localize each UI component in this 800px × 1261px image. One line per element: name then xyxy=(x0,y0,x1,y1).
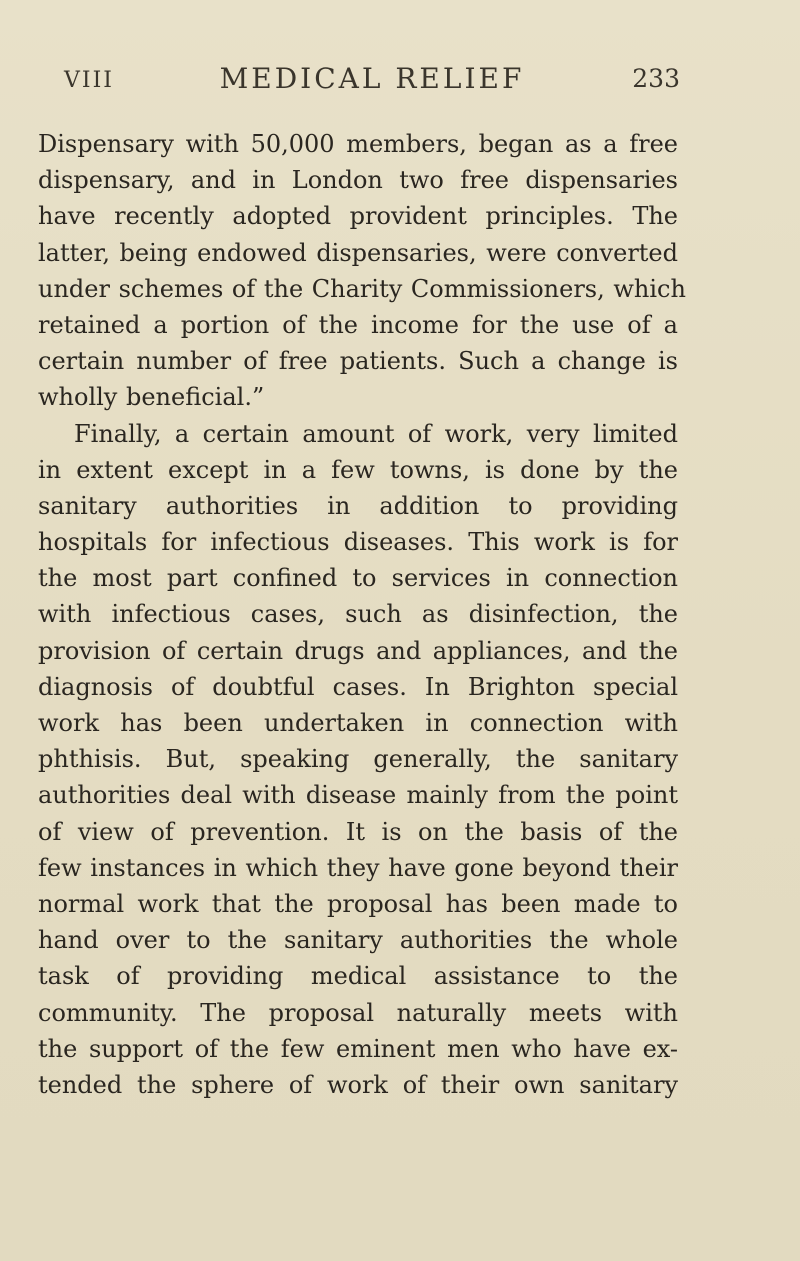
text-line: the support of the few eminent men who have ex- xyxy=(38,1034,678,1063)
page-number: 233 xyxy=(632,64,680,93)
text-line: latter, being endowed dispensaries, were converted xyxy=(38,238,678,267)
text-line: of view of prevention. It is on the basis of the xyxy=(38,817,678,846)
text-line: with infectious cases, such as disinfection, the xyxy=(38,600,678,629)
text-line: certain number of free patients. Such a change is xyxy=(38,347,678,376)
text-line: phthisis. But, speaking generally, the sanitary xyxy=(38,745,678,774)
paragraph-end-line: wholly beneficial.” xyxy=(38,383,265,412)
text-line: the most part confined to services in connection xyxy=(38,564,678,593)
text-line: have recently adopted provident principles. The xyxy=(38,202,678,231)
text-line: Dispensary with 50,000 members, began as a free xyxy=(38,130,678,158)
text-line: provision of certain drugs and appliances, and the xyxy=(38,636,678,665)
text-line: diagnosis of doubtful cases. In Brighton special xyxy=(38,672,678,701)
running-head xyxy=(64,62,680,106)
running-title: MEDICAL RELIEF xyxy=(219,62,525,95)
text-line: under schemes of the Charity Commissioners, which xyxy=(38,274,686,303)
text-line: in extent except in a few towns, is done by the xyxy=(38,455,678,484)
text-line: normal work that the proposal has been made to xyxy=(38,889,678,918)
text-line: authorities deal with disease mainly from the point xyxy=(38,781,678,810)
text-line: retained a portion of the income for the use of a xyxy=(38,310,678,339)
text-line: sanitary authorities in addition to providing xyxy=(38,491,678,520)
paragraph-start-line: Finally, a certain amount of work, very limited xyxy=(74,419,678,448)
text-line: community. The proposal naturally meets with xyxy=(38,998,678,1027)
text-line: hand over to the sanitary authorities the whole xyxy=(38,926,678,955)
body-text xyxy=(38,126,686,1103)
text-line: hospitals for infectious diseases. This work is for xyxy=(38,528,678,557)
text-line: task of providing medical assistance to the xyxy=(38,962,678,991)
text-line: tended the sphere of work of their own sanitary xyxy=(38,1070,678,1099)
text-line: few instances in which they have gone beyond their xyxy=(38,853,678,882)
text-line: work has been undertaken in connection with xyxy=(38,709,678,737)
chapter-number: VIII xyxy=(64,68,114,93)
text-line: dispensary, and in London two free dispensaries xyxy=(38,166,678,195)
